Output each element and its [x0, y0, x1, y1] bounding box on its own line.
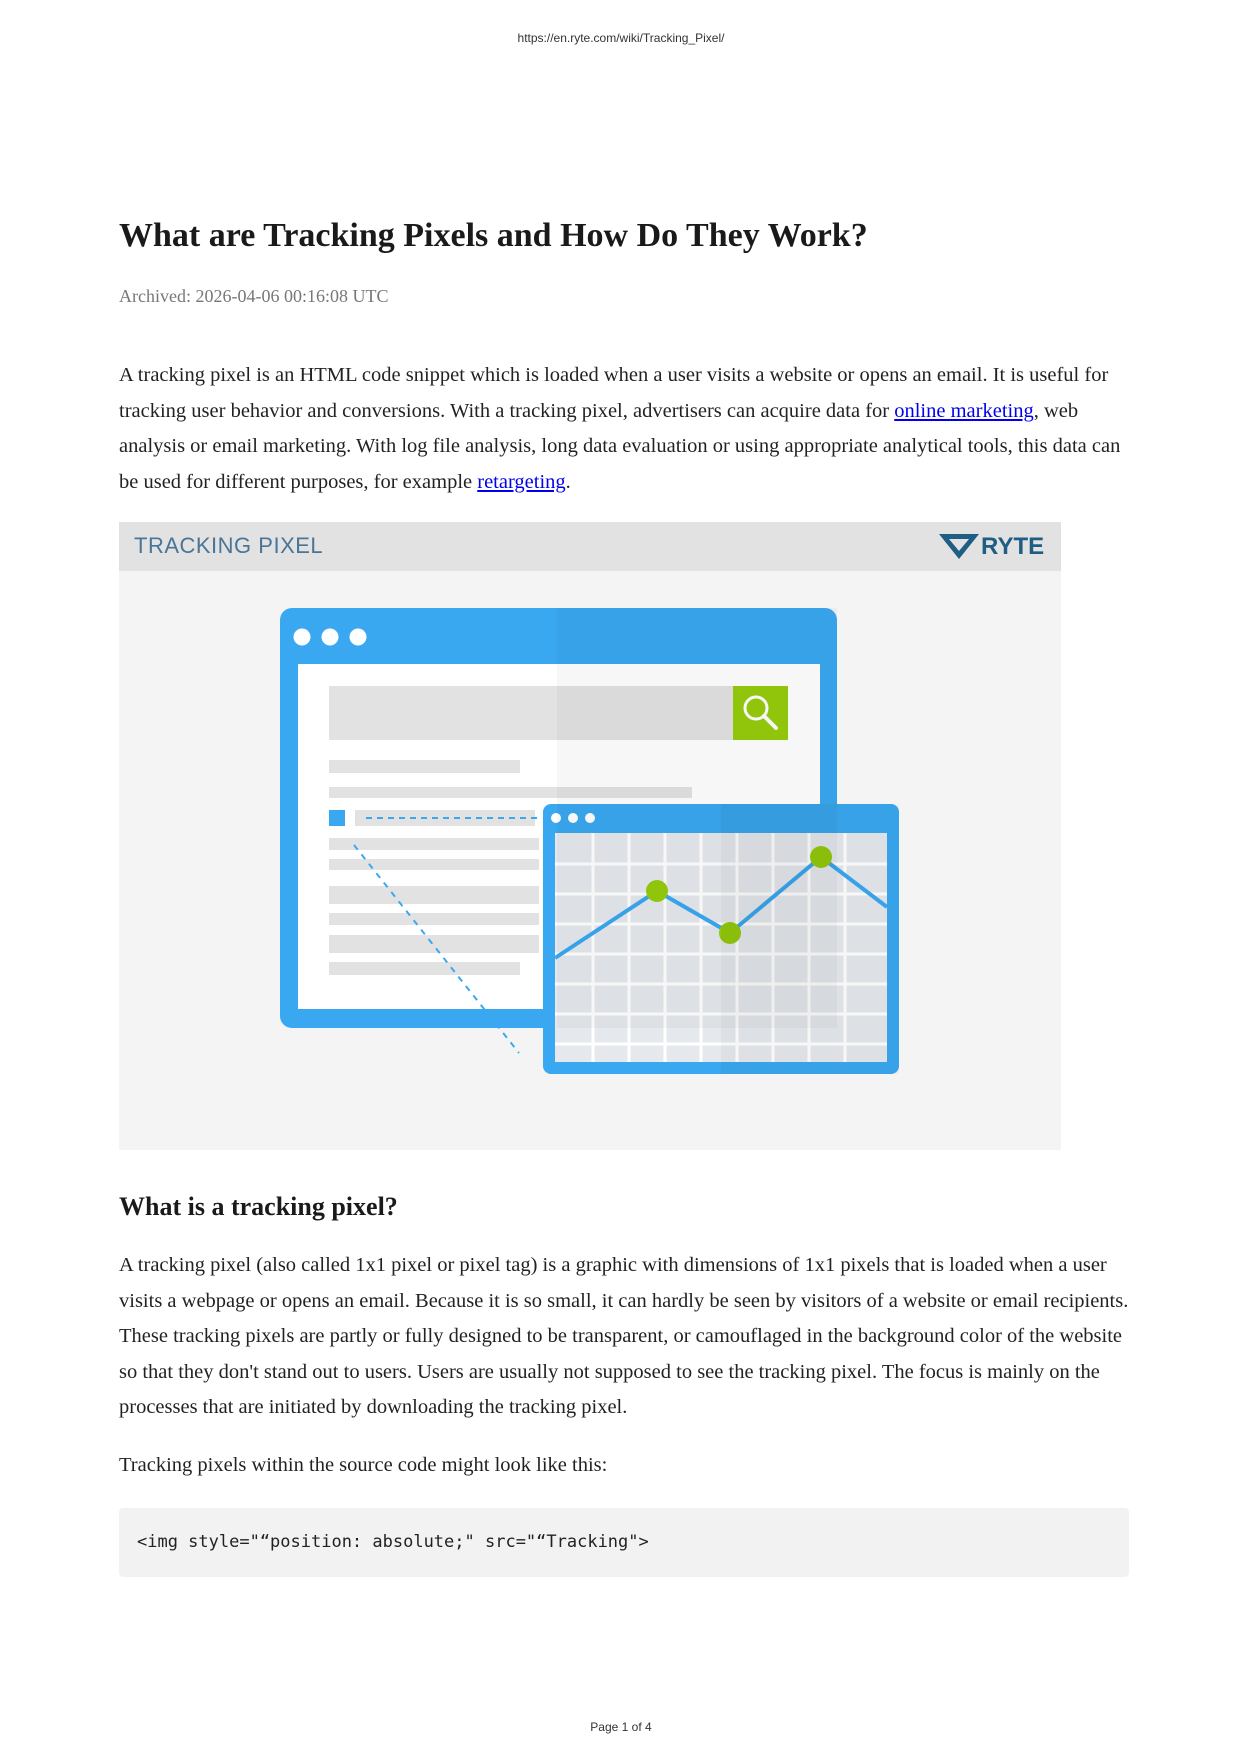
retargeting-link[interactable]: retargeting — [477, 470, 566, 493]
code-block: <img style="“position: absolute;" src="“Tracking"> — [119, 1508, 1129, 1577]
page-title: What are Tracking Pixels and How Do They Work? — [119, 217, 868, 254]
intro-text-1: A tracking pixel is an HTML code snippet which is loaded when a user visits a website or opens an email. It is useful for tracking user behavior and conversions. With a tracking pixel, advertisers can acquire data for — [119, 364, 1109, 422]
online-marketing-link[interactable]: online marketing — [894, 399, 1034, 422]
source-code-intro: Tracking pixels within the source code might look like this: — [119, 1453, 608, 1476]
archived-timestamp: Archived: 2026-04-06 00:16:08 UTC — [119, 286, 389, 306]
intro-text-3: . — [565, 470, 571, 493]
page-number: Page 1 of 4 — [590, 1720, 652, 1734]
section-heading: What is a tracking pixel? — [119, 1192, 398, 1221]
tracking-pixel-marker — [329, 810, 345, 826]
intro-text-2: , web analysis or email marketing. With log file analysis, long data evaluation or using appropriate analytical tools, this data can be used for different purposes, for example — [119, 399, 1121, 493]
ryte-logo-text: RYTE — [981, 533, 1045, 560]
intro-paragraph — [119, 358, 1129, 500]
page-url: https://en.ryte.com/wiki/Tracking_Pixel/ — [517, 31, 725, 45]
illustration-svg — [119, 522, 1061, 1150]
figure-banner-title: TRACKING PIXEL — [134, 533, 324, 558]
definition-paragraph: A tracking pixel (also called 1x1 pixel or pixel tag) is a graphic with dimensions of 1x1 pixels that is loaded when a user visits a webpage or opens an email. Because it is so small, it can hardly be seen by visitors of a website or email recipients. These tracking pixels are partly or fully designed to be transparent, or camouflaged in the background color of the website so that they don't stand out to users. Users are usually not supposed to see the tracking pixel. The focus is mainly on the processes that are initiated by downloading the tracking pixel. — [119, 1254, 1129, 1418]
window-dot — [294, 629, 311, 646]
article — [119, 212, 1129, 1577]
window-dot — [350, 629, 367, 646]
tracking-pixel-illustration — [119, 522, 1061, 1150]
window-dot — [322, 629, 339, 646]
